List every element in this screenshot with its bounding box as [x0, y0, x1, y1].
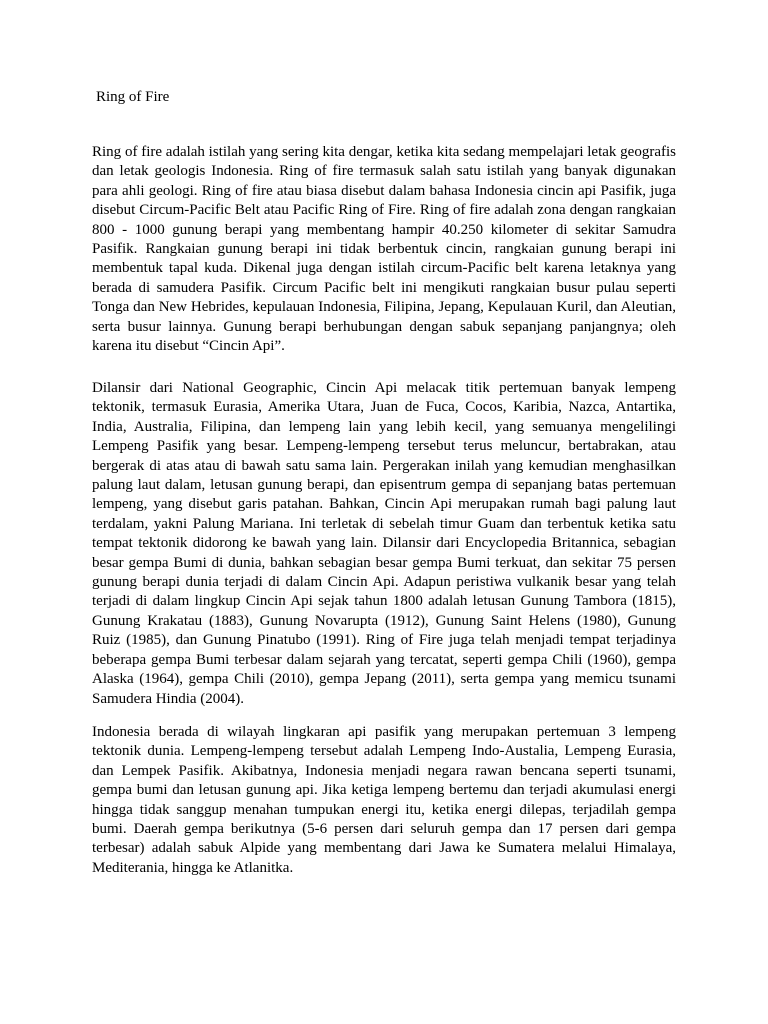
document-title: Ring of Fire	[96, 89, 170, 105]
paragraph-national-geographic: Dilansir dari National Geographic, Cincin Api melacak titik pertemuan banyak lempeng tektonik, termasuk Eurasia, Amerika Utara, Juan de Fuca, Cocos, Karibia, Nazca, Antartika, India, Australia, Filipina, dan lempeng lain yang lebih kecil, yang semuanya mengelilingi Lempeng Pasifik yang besar. Lempeng-lempeng tersebut terus meluncur, bertabrakan, atau bergerak di atas atau di bawah satu sama lain. Pergerakan inilah yang kemudian menghasilkan palung laut dalam, letusan gunung berapi, dan episentrum gempa di sepanjang batas pertemuan lempeng, yang disebut garis patahan. Bahkan, Cincin Api merupakan rumah bagi palung laut terdalam, yakni Palung Mariana. Ini terletak di sebelah timur Guam dan terbentuk ketika satu tempat tektonik didorong ke bawah yang lain. Dilansir dari Encyclopedia Britannica, sebagian besar gempa Bumi di dunia, bahkan sebagian besar gempa Bumi terkuat, dan sekitar 75 persen gunung berapi dunia terjadi di dalam Cincin Api. Adapun peristiwa vulkanik besar yang telah terjadi di dalam lingkup Cincin Api sejak tahun 1800 adalah letusan Gunung Tambora (1815), Gunung Krakatau (1883), Gunung Novarupta (1912), Gunung Saint Helens (1980), Gunung Ruiz (1985), dan Gunung Pinatubo (1991). Ring of Fire juga telah menjadi tempat terjadinya beberapa gempa Bumi terbesar dalam sejarah yang tercatat, seperti gempa Chili (1960), gempa Alaska (1964), gempa Chili (2010), gempa Jepang (2011), serta gempa yang memicu tsunami Samudera Hindia (2004).	[92, 380, 676, 707]
paragraph-intro: Ring of fire adalah istilah yang sering kita dengar, ketika kita sedang mempelajari letak geografis dan letak geologis Indonesia. Ring of fire termasuk salah satu istilah yang banyak digunakan para ahli geologi. Ring of fire atau biasa disebut dalam bahasa Indonesia cincin api Pasifik, juga disebut Circum-Pacific Belt atau Pacific Ring of Fire. Ring of fire adalah zona dengan rangkaian 800 - 1000 gunung berapi yang membentang hampir 40.250 kilometer di sekitar Samudra Pasifik. Rangkaian gunung berapi ini tidak berbentuk cincin, rangkaian gunung berapi ini membentuk tapal kuda. Dikenal juga dengan istilah circum-Pacific belt karena letaknya yang berada di samudera Pasifik. Circum Pacific belt ini mengikuti rangkaian busur pulau seperti Tonga dan New Hebrides, kepulauan Indonesia, Filipina, Jepang, Kepulauan Kuril, dan Aleutian, serta busur lainnya. Gunung berapi berhubungan dengan sabuk sepanjang panjangnya; oleh karena itu disebut “Cincin Api”.	[92, 144, 676, 355]
paragraph-indonesia: Indonesia berada di wilayah lingkaran api pasifik yang merupakan pertemuan 3 lempeng tektonik dunia. Lempeng-lempeng tersebut adalah Lempeng Indo-Austalia, Lempeng Eurasia, dan Lempek Pasifik. Akibatnya, Indonesia menjadi negara rawan bencana seperti tsunami, gempa bumi dan letusan gunung api. Jika ketiga lempeng bertemu dan terjadi akumulasi energi hingga tidak sanggup menahan tumpukan energi itu, ketika energi dilepas, terjadilah gempa bumi. Daerah gempa berikutnya (5-6 persen dari seluruh gempa dan 17 persen dari gempa terbesar) adalah sabuk Alpide yang membentang dari Jawa ke Sumatera melalui Himalaya, Mediterania, hingga ke Atlanitka.	[92, 724, 676, 876]
